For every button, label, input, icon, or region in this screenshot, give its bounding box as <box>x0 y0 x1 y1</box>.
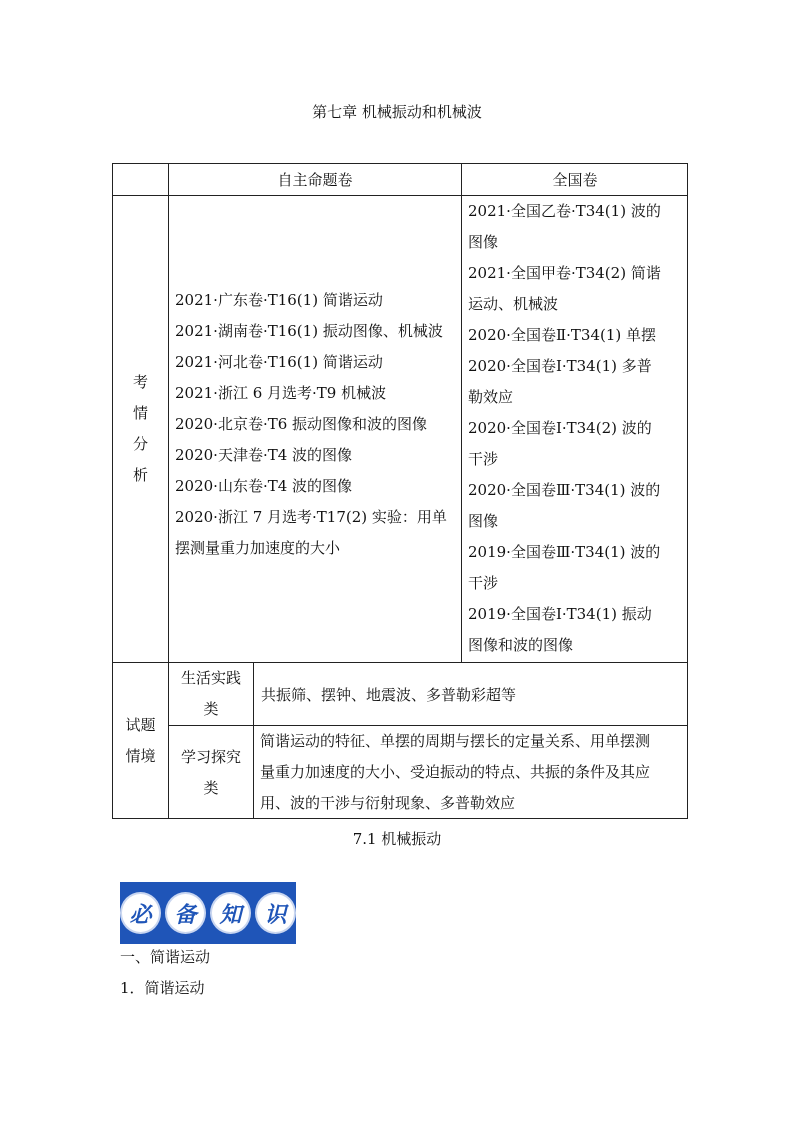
chapter-title: 第七章 机械振动和机械波 <box>312 103 482 121</box>
national-exam-line: 2019·全国卷Ⅲ·T34(1) 波的 <box>468 543 661 561</box>
national-exam-list <box>461 195 688 662</box>
national-exam-line: 2021·全国乙卷·T34(1) 波的 <box>468 202 661 220</box>
analysis-label-char: 考 <box>132 373 148 391</box>
study-explore-content-line: 简谐运动的特征、单摆的周期与摆长的定量关系、用单摆测 <box>260 732 651 750</box>
national-exam-line: 2020·全国卷Ⅱ·T34(1) 单摆 <box>468 326 657 344</box>
self-exam-line: 2021·浙江 6 月选考·T9 机械波 <box>175 384 387 402</box>
analysis-label-char: 分 <box>132 435 148 453</box>
self-exam-line: 2021·湖南卷·T16(1) 振动图像、机械波 <box>175 322 443 340</box>
self-exam-line: 2020·浙江 7 月选考·T17(2) 实验：用单 <box>175 508 447 526</box>
national-exam-line: 2020·全国卷Ⅰ·T34(2) 波的 <box>468 419 652 437</box>
self-exam-line: 2021·广东卷·T16(1) 简谐运动 <box>175 291 383 309</box>
study-explore-label-line: 类 <box>203 778 219 797</box>
national-exam-line: 2021·全国甲卷·T34(2) 简谐 <box>468 264 661 282</box>
life-practice-label-cell <box>168 662 253 725</box>
national-exam-line: 勒效应 <box>468 388 514 406</box>
situation-label-line: 情境 <box>125 747 156 765</box>
life-practice-label-line: 类 <box>203 700 219 718</box>
header-national-cell <box>461 164 688 195</box>
analysis-label-char: 析 <box>132 466 148 484</box>
situation-label-line: 试题 <box>125 716 156 734</box>
national-exam-line: 图像 <box>468 233 499 251</box>
national-exam-line: 2019·全国卷Ⅰ·T34(1) 振动 <box>468 605 652 623</box>
badge-char: 必 <box>120 892 161 934</box>
situation-label-cell <box>113 662 168 819</box>
self-exam-line: 2020·山东卷·T4 波的图像 <box>175 477 353 495</box>
exam-analysis-table <box>112 163 688 819</box>
national-exam-line: 干涉 <box>468 574 499 592</box>
life-practice-content: 共振筛、摆钟、地震波、多普勒彩超等 <box>261 685 517 704</box>
header-self-label: 自主命题卷 <box>277 171 353 189</box>
study-explore-label-line: 学习探究 <box>180 747 241 766</box>
national-exam-line: 运动、机械波 <box>468 295 559 313</box>
analysis-label-char: 情 <box>132 404 148 422</box>
section-title: 7.1 机械振动 <box>352 830 442 848</box>
badge-char: 识 <box>255 892 296 934</box>
national-exam-line: 图像 <box>468 512 499 530</box>
self-exam-line: 2020·天津卷·T4 波的图像 <box>175 446 353 464</box>
heading-level-2: 1．简谐运动 <box>120 979 205 997</box>
self-exam-line: 摆测量重力加速度的大小 <box>175 539 341 557</box>
national-exam-line: 2020·全国卷Ⅲ·T34(1) 波的 <box>468 481 661 499</box>
study-explore-content-cell <box>253 725 688 819</box>
badge-char: 备 <box>165 892 206 934</box>
self-exam-line: 2020·北京卷·T6 振动图像和波的图像 <box>175 415 428 433</box>
self-exam-line: 2021·河北卷·T16(1) 简谐运动 <box>175 353 383 371</box>
badge-char: 知 <box>210 892 251 934</box>
national-exam-line: 2020·全国卷Ⅰ·T34(1) 多普 <box>468 357 652 375</box>
analysis-label-cell <box>113 195 168 662</box>
life-practice-label-line: 生活实践 <box>180 669 241 687</box>
essential-knowledge-badge <box>120 882 296 944</box>
life-practice-content-cell <box>253 662 688 725</box>
header-national-label: 全国卷 <box>552 171 598 189</box>
self-exam-list <box>168 195 461 662</box>
header-self-cell <box>168 164 461 195</box>
national-exam-line: 图像和波的图像 <box>468 636 574 654</box>
study-explore-content-line: 量重力加速度的大小、受迫振动的特点、共振的条件及其应 <box>260 763 651 781</box>
national-exam-line: 干涉 <box>468 450 499 468</box>
heading-level-1: 一、简谐运动 <box>120 948 211 966</box>
study-explore-label-cell <box>168 725 253 819</box>
study-explore-content-line: 用、波的干涉与衍射现象、多普勒效应 <box>260 794 516 812</box>
